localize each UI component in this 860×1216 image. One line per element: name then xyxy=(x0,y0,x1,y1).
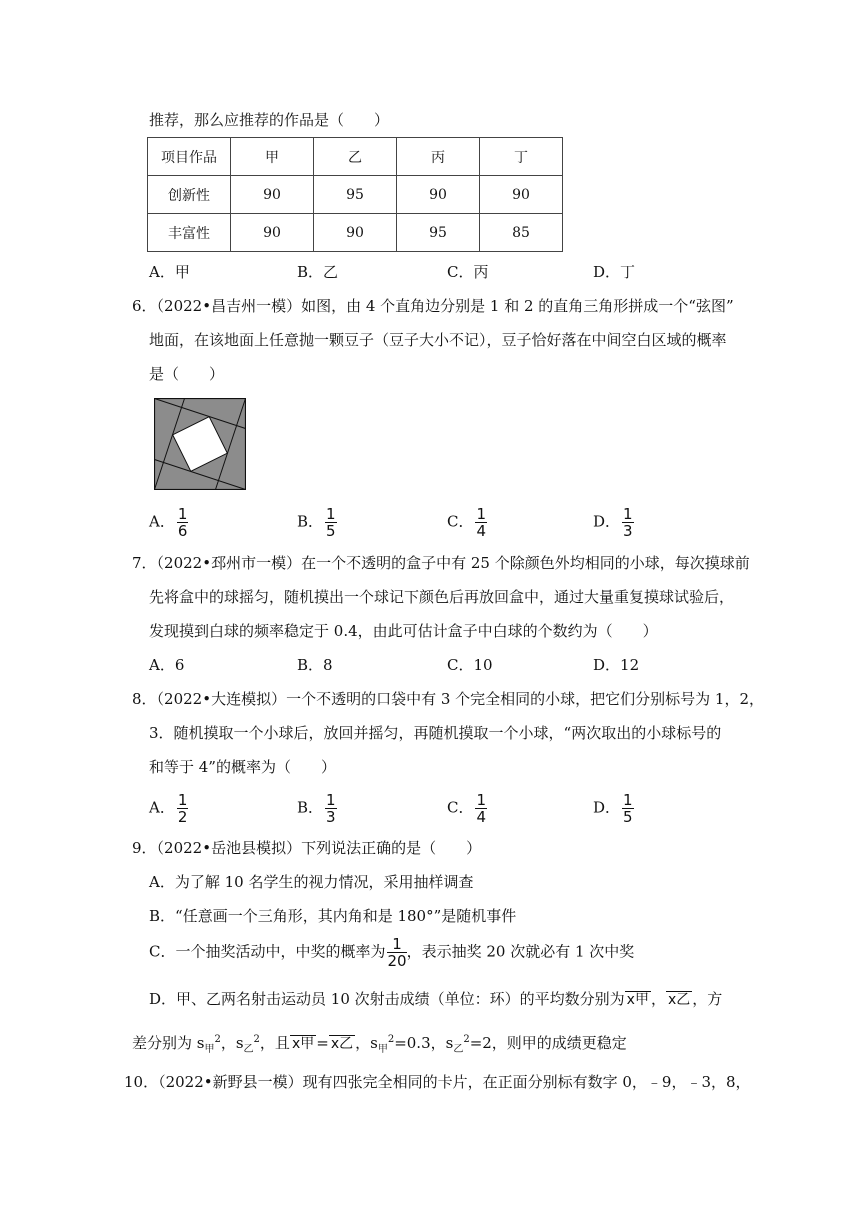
q5-option-d[interactable]: D．丁 xyxy=(593,263,636,281)
subscript-yi: 乙 xyxy=(243,1044,254,1055)
q5-option-b[interactable]: B．乙 xyxy=(297,263,339,281)
fraction xyxy=(177,792,189,825)
fraction-denominator: 4 xyxy=(476,522,487,540)
q9-option-a[interactable]: A．为了解 10 名学生的视力情况，采用抽样调查 xyxy=(149,873,474,891)
fraction-numerator: 1 xyxy=(476,505,487,523)
fraction xyxy=(475,792,487,825)
fraction-denominator: 2 xyxy=(177,808,188,826)
option-c-text: C．一个抽奖活动中，中奖的概率为 xyxy=(149,942,386,961)
table-cell: 90 xyxy=(231,214,314,252)
table-cell: 95 xyxy=(314,176,397,214)
q8-option-d[interactable] xyxy=(593,792,634,825)
fraction xyxy=(622,792,634,825)
q7-line3: 发现摸到白球的频率稳定于 0.4，由此可估计盒子中白球的个数约为（ ） xyxy=(149,622,658,640)
option-c-text-after: ，表示抽奖 20 次就必有 1 次中奖 xyxy=(406,942,635,961)
pythagoras-diagram xyxy=(154,398,246,490)
table-cell: 丙 xyxy=(397,138,480,176)
option-label: B． xyxy=(297,512,324,531)
fraction xyxy=(387,936,406,969)
table-cell: 85 xyxy=(480,214,563,252)
equals: = xyxy=(316,1034,329,1052)
fraction xyxy=(622,506,634,539)
table-cell: 甲 xyxy=(231,138,314,176)
fraction-denominator: 3 xyxy=(623,522,633,540)
q8-line1: 8．（2022•大连模拟）一个不透明的口袋中有 3 个完全相同的小球，把它们分别标号为 1，2， xyxy=(132,690,765,708)
fraction xyxy=(177,506,189,539)
text: =0.3，s xyxy=(394,1034,454,1052)
fraction-numerator: 1 xyxy=(177,791,188,809)
table-cell: 90 xyxy=(231,176,314,214)
q8-option-c[interactable] xyxy=(447,792,487,825)
option-label: D． xyxy=(593,798,621,817)
superscript-2: 2 xyxy=(253,1034,260,1045)
q8-option-a[interactable] xyxy=(149,792,188,825)
text: ，且 xyxy=(259,1034,290,1052)
q9-option-d-line2 xyxy=(132,1030,627,1060)
mean-jia: x甲 xyxy=(626,992,649,1008)
table-cell: 90 xyxy=(314,214,397,252)
q6-option-a[interactable] xyxy=(149,506,188,539)
table-cell: 项目作品 xyxy=(148,138,231,176)
option-label: C． xyxy=(447,512,474,531)
q6-line1: 6．（2022•昌吉州一模）如图，由 4 个直角边分别是 1 和 2 的直角三角形拼成一个“弦图” xyxy=(132,297,734,315)
table-cell: 90 xyxy=(397,176,480,214)
table-cell: 95 xyxy=(397,214,480,252)
table-row xyxy=(148,214,563,252)
q8-line2: 3．随机摸取一个小球后，放回并摇匀，再随机摸取一个小球，“两次取出的小球标号的 xyxy=(149,724,722,742)
q6-option-c[interactable] xyxy=(447,506,487,539)
option-label: D． xyxy=(593,512,621,531)
superscript-2: 2 xyxy=(214,1034,221,1045)
fraction-numerator: 1 xyxy=(623,505,633,523)
superscript-2: 2 xyxy=(463,1034,470,1045)
option-label: B． xyxy=(297,798,324,817)
q7-option-d[interactable]: D．12 xyxy=(593,656,640,674)
mean-yi: x乙 xyxy=(330,1036,354,1052)
text: ，s xyxy=(355,1034,378,1052)
fraction-denominator: 3 xyxy=(326,808,336,826)
q6-option-d[interactable] xyxy=(593,506,634,539)
q6-line2: 地面，在该地面上任意抛一颗豆子（豆子大小不记），豆子恰好落在中间空白区域的概率 xyxy=(149,331,727,349)
q10-line1: 10．（2022•新野县一模）现有四张完全相同的卡片，在正面分别标有数字 0，﹣9，﹣3，8， xyxy=(124,1073,751,1091)
fraction-denominator: 6 xyxy=(177,522,188,540)
separator: ， xyxy=(650,990,666,1008)
fraction-numerator: 1 xyxy=(387,936,406,953)
q7-option-c[interactable]: C．10 xyxy=(447,656,493,674)
superscript-2: 2 xyxy=(387,1034,395,1045)
fraction-denominator: 20 xyxy=(387,952,407,970)
fraction-numerator: 1 xyxy=(326,505,336,523)
table-header-row xyxy=(148,138,563,176)
text: ，s xyxy=(220,1034,244,1052)
fraction-numerator: 1 xyxy=(476,791,487,809)
q8-line3: 和等于 4”的概率为（ ） xyxy=(149,758,336,776)
q9-stem: 9．（2022•岳池县模拟）下列说法正确的是（ ） xyxy=(132,839,482,857)
q7-option-a[interactable]: A．6 xyxy=(149,656,185,674)
fraction-numerator: 1 xyxy=(177,505,188,523)
subscript-yi: 乙 xyxy=(453,1044,464,1055)
table-cell: 丁 xyxy=(480,138,563,176)
fraction xyxy=(325,506,337,539)
q6-option-b[interactable] xyxy=(297,506,337,539)
q7-line2: 先将盒中的球摇匀，随机摸出一个球记下颜色后再放回盒中，通过大量重复摸球试验后， xyxy=(149,588,735,606)
text: =2，则甲的成绩更稳定 xyxy=(469,1034,627,1052)
table-row xyxy=(148,176,563,214)
option-d-text-mid: ，方 xyxy=(692,990,723,1008)
q8-option-b[interactable] xyxy=(297,792,337,825)
q9-option-d-line1[interactable] xyxy=(149,989,722,1009)
q7-option-b[interactable]: B．8 xyxy=(297,656,333,674)
table-cell: 90 xyxy=(480,176,563,214)
fraction-denominator: 4 xyxy=(476,808,487,826)
q5-table xyxy=(147,137,563,252)
q9-option-c[interactable] xyxy=(149,936,634,969)
option-label: A． xyxy=(149,512,175,531)
text: 差分别为 s xyxy=(132,1034,205,1052)
option-label: A． xyxy=(149,798,175,817)
fraction-numerator: 1 xyxy=(623,791,633,809)
q6-line3: 是（ ） xyxy=(149,365,225,383)
fraction-denominator: 5 xyxy=(623,808,633,826)
fraction-numerator: 1 xyxy=(326,791,336,809)
mean-jia: x甲 xyxy=(291,1036,315,1052)
q9-option-b[interactable]: B．“任意画一个三角形，其内角和是 180°”是随机事件 xyxy=(149,907,517,925)
q7-line1: 7．（2022•邳州市一模）在一个不透明的盒子中有 25 个除颜色外均相同的小球，每次摸球前 xyxy=(132,554,750,572)
fraction xyxy=(475,506,487,539)
table-cell: 丰富性 xyxy=(148,214,231,252)
subscript-jia: 甲 xyxy=(204,1044,215,1055)
option-d-text: D．甲、乙两名射击运动员 10 次射击成绩（单位：环）的平均数分别为 xyxy=(149,990,625,1008)
q5-option-a[interactable]: A．甲 xyxy=(149,263,190,281)
q5-intro: 推荐，那么应推荐的作品是（ ） xyxy=(149,111,390,129)
fraction-denominator: 5 xyxy=(326,522,336,540)
option-label: C． xyxy=(447,798,474,817)
table-cell: 创新性 xyxy=(148,176,231,214)
subscript-jia: 甲 xyxy=(377,1044,388,1055)
fraction xyxy=(325,792,337,825)
q5-option-c[interactable]: C．丙 xyxy=(447,263,489,281)
mean-yi: x乙 xyxy=(667,992,691,1008)
table-cell: 乙 xyxy=(314,138,397,176)
